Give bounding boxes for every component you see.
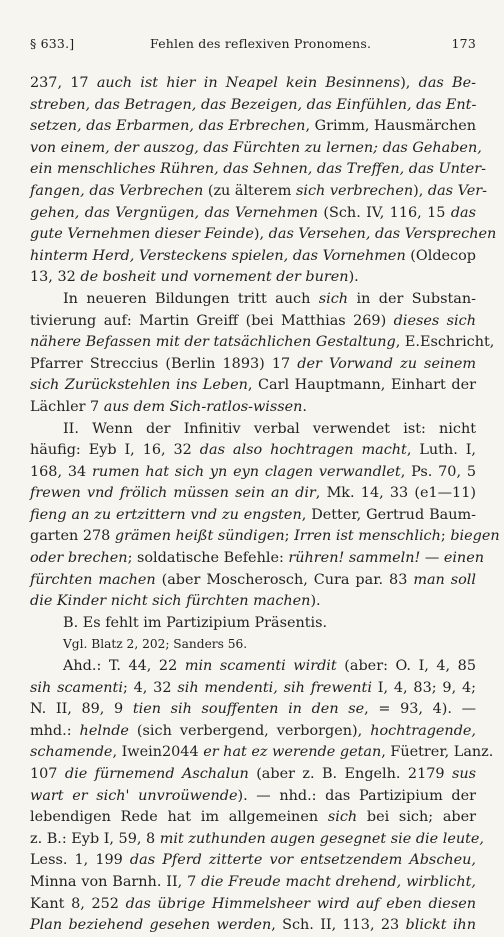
italic-segment: sih scamenti (30, 679, 123, 696)
text-line (30, 872, 476, 894)
text-line (30, 656, 476, 678)
text-line (30, 570, 476, 592)
italic-segment: das Ver- (427, 182, 487, 199)
text-line (30, 138, 482, 160)
text-segment: , Füetrer, Lanz. (381, 744, 494, 761)
text-segment: ), (413, 182, 428, 199)
italic-segment: die fürnemend Aschalun (64, 766, 249, 782)
text-segment: (aber Moscherosch, Cura par. 83 (155, 571, 414, 588)
text-segment: N. II, 89, 9 (30, 701, 133, 718)
text-line (30, 721, 476, 743)
text-line (30, 526, 500, 548)
text-segment: in der Substan- (348, 290, 476, 307)
text-segment: ), (400, 75, 419, 91)
text-segment: In neueren Bildungen tritt auch (63, 290, 319, 307)
italic-segment: sus (451, 766, 476, 782)
italic-segment: nähere Befassen mit der tatsächlichen Gestaltung (30, 334, 396, 351)
text-line (30, 764, 476, 786)
italic-segment: das (450, 204, 476, 221)
italic-segment: blickt ihn (405, 917, 476, 934)
text-segment: z. B.: Eyb I, 59, 8 (30, 830, 160, 847)
text-segment: häufig: Eyb I, 16, 32 (30, 442, 200, 459)
italic-segment: oder brechen (30, 550, 128, 567)
text-segment: , Luth. I, (406, 442, 477, 459)
italic-segment: das Be- (418, 75, 476, 91)
text-line (30, 203, 476, 225)
section-reference: § 633.] (30, 36, 75, 51)
italic-segment: sich Zurückstehlen ins Leben (30, 377, 248, 394)
text-segment: (sich verbergend, verborgen), (128, 722, 371, 739)
italic-segment: rühren! sammeln! (288, 550, 421, 567)
text-line (30, 462, 476, 484)
italic-segment: wart er sich' unvroüwende (30, 787, 238, 804)
text-line (30, 548, 484, 570)
italic-segment: man soll (413, 571, 477, 588)
text-line (30, 116, 476, 138)
italic-segment: gute Vernehmen dieser Feinde (30, 226, 254, 243)
text-segment: , Grimm, Hausmärchen (305, 118, 477, 135)
text-segment: mhd.: (30, 722, 80, 739)
italic-segment: tien sih souffenten in den se (132, 701, 365, 718)
text-segment: (Oldecop (405, 247, 476, 264)
text-line (30, 246, 476, 268)
italic-segment: setzen, das Erbarmen, das Erbrechen (30, 118, 306, 135)
italic-segment: hochtragende, (370, 722, 477, 739)
running-header (30, 36, 476, 56)
italic-segment: fürchten machen (30, 571, 156, 588)
text-line (30, 699, 476, 721)
text-line (30, 894, 476, 916)
italic-segment: grämen heißt sündigen (114, 528, 285, 545)
italic-segment: auch ist hier in Neapel kein Besinnens (96, 75, 401, 91)
text-segment: Minna von Barnh. II, 7 (30, 873, 202, 890)
text-segment: I, 4, 83; 9, 4; (371, 679, 476, 696)
italic-segment: dieses sich (393, 312, 476, 329)
italic-segment: der Vorwand zu seinem (297, 355, 476, 372)
italic-segment: gehen, das Vergnügen, das Vernehmen (30, 204, 318, 221)
italic-segment: sih mendenti, sih frewenti (177, 679, 372, 696)
text-line (30, 267, 476, 289)
text-segment: , Iwein2044 (112, 744, 204, 761)
text-segment: B. Es fehlt im Partizipium Präsentis. (63, 614, 328, 631)
text-segment: 237, 17 (30, 75, 97, 91)
italic-segment: schamende (30, 744, 113, 761)
italic-segment: das also hochtragen macht (199, 442, 407, 459)
text-line (30, 591, 476, 613)
italic-segment: die Freude macht drehend, wirblicht, (201, 873, 476, 890)
italic-segment: Plan beziehend gesehen werden (30, 917, 272, 934)
text-line (30, 354, 476, 376)
text-segment: — (420, 550, 444, 567)
text-segment: lebendigen Rede hat im allgemeinen (30, 809, 328, 826)
italic-segment: die Kinder nicht sich fürchten machen (30, 593, 311, 610)
text-line (30, 73, 476, 95)
text-segment: 107 (30, 766, 65, 782)
text-segment: (aber: O. I, 4, 85 (336, 658, 476, 675)
text-segment: Vgl. Blatz 2, 202; Sanders 56. (63, 637, 248, 652)
italic-segment: er hat ez werende getan (203, 744, 382, 761)
italic-segment: das Versehen, das Versprechen (268, 226, 497, 243)
text-segment: ; soldatische Befehle: (127, 550, 289, 567)
text-line (30, 634, 476, 656)
italic-segment: streben, das Betragen, das Bezeigen, das Einfühlen, das Ent- (30, 96, 477, 113)
text-segment: garten 278 (30, 528, 115, 545)
text-line (30, 915, 476, 937)
text-line (30, 786, 476, 808)
text-segment: ; (284, 528, 295, 545)
text-line (30, 289, 476, 311)
italic-segment: fieng an zu ertzittern vnd zu engsten (30, 506, 302, 523)
italic-segment: rumen hat sich yn eyn clagen verwandlet (91, 463, 401, 480)
text-segment: Lächler 7 (30, 398, 104, 415)
text-segment: , E.Eschricht, (395, 334, 495, 351)
text-line (30, 440, 476, 462)
italic-segment: das übrige Himmelsheer wird auf eben diesen (125, 895, 476, 912)
text-segment: bei sich; aber (357, 809, 477, 826)
text-line (30, 224, 497, 246)
italic-segment: von einem, der auszog, das Fürchten zu lernen; das Gehaben, (30, 139, 482, 156)
text-segment: 168, 34 (30, 463, 92, 480)
text-segment: ), (253, 226, 269, 243)
text-segment: , = 93, 4). — (364, 701, 476, 718)
text-line (30, 613, 476, 635)
text-line (30, 332, 495, 354)
text-segment: , Carl Hauptmann, Einhart der (247, 377, 476, 394)
text-line (30, 419, 476, 441)
text-segment: , Ps. 70, 5 (400, 463, 476, 480)
text-segment: . (302, 398, 307, 415)
text-segment: (Sch. IV, 116, 15 (318, 204, 451, 221)
text-line (30, 181, 487, 203)
page-number: 173 (451, 36, 476, 51)
text-segment: (aber z. B. Engelh. 2179 (248, 766, 452, 782)
text-segment: ). (348, 269, 359, 286)
italic-segment: frewen vnd frölich müssen sein an dir (30, 485, 316, 502)
italic-segment: biegen (450, 528, 500, 545)
text-segment: ). — nhd.: das Partizipium der (237, 787, 476, 804)
text-line (30, 678, 476, 700)
text-line (30, 807, 476, 829)
text-line (30, 311, 476, 333)
text-segment: ; (440, 528, 451, 545)
text-segment: 13, 32 (30, 269, 81, 286)
text-line (30, 483, 476, 505)
italic-segment: mit zuthunden augen gesegnet sie die leute, (159, 830, 485, 847)
text-segment: Ahd.: T. 44, 22 (63, 658, 185, 675)
italic-segment: min scamenti wirdit (184, 658, 337, 675)
italic-segment: hinterm Herd, Versteckens spielen, das Vornehmen (30, 247, 406, 264)
text-segment: , Mk. 14, 33 (e1—11) (315, 485, 476, 502)
text-segment: II. Wenn der Infinitiv verbal verwendet ist: nicht (63, 420, 476, 437)
text-line (30, 850, 476, 872)
text-segment: tivierung auf: Martin Greiff (bei Matthias 269) (30, 312, 394, 329)
text-line (30, 375, 476, 397)
italic-segment: helnde (79, 722, 129, 739)
running-title: Fehlen des reflexiven Pronomens. (150, 36, 372, 51)
italic-segment: fangen, das Verbrechen (30, 182, 204, 199)
page-body-text (30, 73, 500, 937)
italic-segment: Irren ist menschlich (294, 528, 441, 545)
italic-segment: einen (443, 550, 484, 567)
text-line (30, 829, 485, 851)
text-segment: (zu älterem (203, 182, 296, 199)
italic-segment: ein menschliches Rühren, das Sehnen, das Treffen, das Unter- (30, 161, 486, 178)
text-line (30, 95, 476, 117)
text-segment: ). (310, 593, 321, 610)
italic-segment: sich (327, 809, 358, 826)
italic-segment: sich verbrechen (295, 182, 414, 199)
text-segment: , Detter, Gertrud Baum- (301, 506, 476, 523)
text-line (30, 159, 486, 181)
text-segment: ; 4, 32 (122, 679, 178, 696)
italic-segment: aus dem Sich-ratlos-wissen (103, 398, 303, 415)
italic-segment: das Pferd zitterte vor entsetzendem Abscheu, (129, 852, 476, 869)
text-line (30, 397, 476, 419)
italic-segment: sich (318, 290, 349, 307)
text-line (30, 505, 476, 527)
text-segment: Less. 1, 199 (30, 852, 130, 869)
text-line (30, 742, 494, 764)
text-segment: , Sch. II, 113, 23 (271, 917, 406, 934)
italic-segment: de bosheit und vornement der buren (80, 269, 349, 286)
text-segment: Pfarrer Streccius (Berlin 1893) 17 (30, 355, 298, 372)
text-segment: Kant 8, 252 (30, 895, 126, 912)
